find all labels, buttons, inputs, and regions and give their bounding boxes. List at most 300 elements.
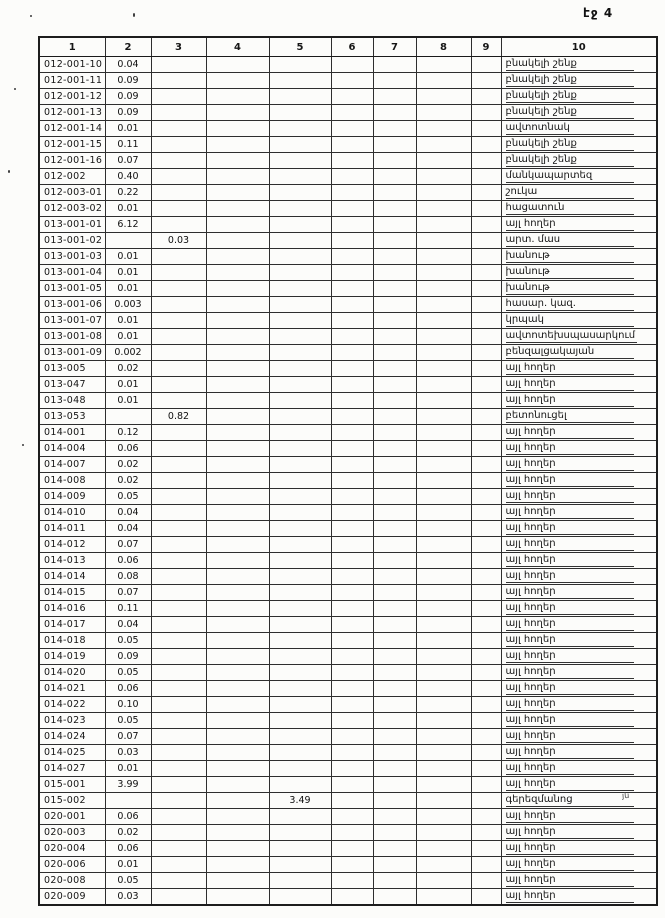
value-cell-col3: 0.82 <box>151 409 206 425</box>
table-row <box>39 441 657 457</box>
table-row <box>39 777 657 793</box>
land-use-label: այլ հողեր <box>506 442 635 455</box>
value-cell-col4 <box>206 649 269 665</box>
land-use-label: բնակելի շենք <box>506 154 635 167</box>
land-use-cell <box>501 889 657 906</box>
land-use-label: այլ հողեր <box>506 666 635 679</box>
value-cell-col9 <box>471 617 501 633</box>
land-use-cell <box>501 217 657 233</box>
table-row <box>39 409 657 425</box>
land-use-label: ավտոտնակ <box>506 122 635 135</box>
value-cell-col9 <box>471 873 501 889</box>
value-cell-col2: 3.99 <box>105 777 151 793</box>
value-cell-col3 <box>151 201 206 217</box>
value-cell-col9 <box>471 201 501 217</box>
value-cell-col4 <box>206 169 269 185</box>
value-cell-col8 <box>416 569 471 585</box>
land-use-label: այլ հողեր <box>506 890 635 903</box>
value-cell-col8 <box>416 473 471 489</box>
value-cell-col9 <box>471 393 501 409</box>
value-cell-col5 <box>269 665 331 681</box>
parcel-code-cell: 014-027 <box>39 761 105 777</box>
land-use-label: բնակելի շենք <box>506 74 635 87</box>
land-use-cell <box>501 521 657 537</box>
value-cell-col9 <box>471 185 501 201</box>
value-cell-col6 <box>331 553 373 569</box>
table-row <box>39 601 657 617</box>
parcel-code-cell: 012-001-16 <box>39 153 105 169</box>
parcel-code-cell: 012-003-01 <box>39 185 105 201</box>
value-cell-col6 <box>331 313 373 329</box>
parcel-code-cell: 014-021 <box>39 681 105 697</box>
table-row <box>39 89 657 105</box>
land-use-cell <box>501 825 657 841</box>
value-cell-col7 <box>373 617 416 633</box>
table-row <box>39 329 657 345</box>
value-cell-col3 <box>151 489 206 505</box>
value-cell-col2: 0.05 <box>105 665 151 681</box>
value-cell-col7 <box>373 265 416 281</box>
value-cell-col7 <box>373 521 416 537</box>
parcel-code-cell: 013-001-08 <box>39 329 105 345</box>
value-cell-col5 <box>269 505 331 521</box>
value-cell-col9 <box>471 153 501 169</box>
value-cell-col4 <box>206 201 269 217</box>
value-cell-col8 <box>416 505 471 521</box>
value-cell-col2: 0.05 <box>105 633 151 649</box>
value-cell-col7 <box>373 393 416 409</box>
parcel-code-cell: 013-001-06 <box>39 297 105 313</box>
land-use-cell <box>501 473 657 489</box>
value-cell-col9 <box>471 761 501 777</box>
value-cell-col6 <box>331 233 373 249</box>
value-cell-col6 <box>331 537 373 553</box>
parcel-code-cell: 014-018 <box>39 633 105 649</box>
value-cell-col8 <box>416 297 471 313</box>
value-cell-col7 <box>373 793 416 809</box>
table-row <box>39 649 657 665</box>
value-cell-col9 <box>471 217 501 233</box>
value-cell-col3 <box>151 553 206 569</box>
value-cell-col2: 0.01 <box>105 857 151 873</box>
parcel-code-cell: 013-001-01 <box>39 217 105 233</box>
value-cell-col6 <box>331 633 373 649</box>
value-cell-col3 <box>151 329 206 345</box>
value-cell-col3 <box>151 425 206 441</box>
value-cell-col9 <box>471 73 501 89</box>
land-use-cell <box>501 57 657 73</box>
value-cell-col2: 0.07 <box>105 537 151 553</box>
value-cell-col5 <box>269 537 331 553</box>
value-cell-col4 <box>206 313 269 329</box>
table-row <box>39 281 657 297</box>
value-cell-col7 <box>373 73 416 89</box>
land-use-label: այլ հողեր <box>506 746 635 759</box>
page-number-label: էջ 4 <box>583 6 614 20</box>
value-cell-col6 <box>331 489 373 505</box>
value-cell-col6 <box>331 409 373 425</box>
value-cell-col8 <box>416 537 471 553</box>
value-cell-col5 <box>269 873 331 889</box>
value-cell-col3 <box>151 521 206 537</box>
value-cell-col4 <box>206 873 269 889</box>
value-cell-col8 <box>416 889 471 906</box>
parcel-code-cell: 020-009 <box>39 889 105 906</box>
land-use-label: այլ հողեր <box>506 554 635 567</box>
column-header-5: 5 <box>269 37 331 57</box>
value-cell-col2: 0.09 <box>105 649 151 665</box>
value-cell-col4 <box>206 329 269 345</box>
value-cell-col5 <box>269 569 331 585</box>
value-cell-col5 <box>269 553 331 569</box>
value-cell-col9 <box>471 521 501 537</box>
land-use-cell <box>501 790 657 809</box>
table-row <box>39 425 657 441</box>
parcel-code-cell: 014-011 <box>39 521 105 537</box>
value-cell-col9 <box>471 473 501 489</box>
value-cell-col6 <box>331 265 373 281</box>
value-cell-col7 <box>373 649 416 665</box>
value-cell-col7 <box>373 425 416 441</box>
value-cell-col9 <box>471 857 501 873</box>
value-cell-col3 <box>151 649 206 665</box>
table-row <box>39 201 657 217</box>
value-cell-col5 <box>269 857 331 873</box>
land-use-label: այլ հողեր <box>506 426 635 439</box>
land-use-label: ավտոտեխսպասարկում <box>505 330 636 341</box>
table-header-row <box>39 37 657 57</box>
value-cell-col9 <box>471 361 501 377</box>
value-cell-col6 <box>331 585 373 601</box>
value-cell-col3 <box>151 185 206 201</box>
table-row <box>39 841 657 857</box>
value-cell-col8 <box>416 409 471 425</box>
land-use-label: այլ հողեր <box>506 874 635 887</box>
value-cell-col4 <box>206 553 269 569</box>
scan-speckle <box>133 13 135 17</box>
value-cell-col7 <box>373 409 416 425</box>
value-cell-col4 <box>206 521 269 537</box>
value-cell-col2: 0.22 <box>105 185 151 201</box>
value-cell-col7 <box>373 873 416 889</box>
value-cell-col3 <box>151 729 206 745</box>
value-cell-col6 <box>331 857 373 873</box>
scan-speckle <box>14 88 16 90</box>
land-use-cell <box>501 281 657 297</box>
value-cell-col3 <box>151 777 206 793</box>
land-use-label: այլ հողեր <box>506 714 635 727</box>
parcel-code-cell: 014-007 <box>39 457 105 473</box>
value-cell-col7 <box>373 153 416 169</box>
land-use-label: հացատուն <box>506 202 635 215</box>
parcel-code-cell: 014-009 <box>39 489 105 505</box>
value-cell-col4 <box>206 73 269 89</box>
parcel-code-cell: 014-001 <box>39 425 105 441</box>
value-cell-col3 <box>151 217 206 233</box>
parcel-code-cell: 014-019 <box>39 649 105 665</box>
value-cell-col7 <box>373 89 416 105</box>
value-cell-col8 <box>416 697 471 713</box>
value-cell-col2: 0.06 <box>105 809 151 825</box>
parcel-code-cell: 014-020 <box>39 665 105 681</box>
value-cell-col8 <box>416 601 471 617</box>
land-use-cell <box>501 121 657 137</box>
value-cell-col8 <box>416 729 471 745</box>
value-cell-col9 <box>471 457 501 473</box>
value-cell-col6 <box>331 425 373 441</box>
value-cell-col2: 0.03 <box>105 745 151 761</box>
value-cell-col4 <box>206 761 269 777</box>
value-cell-col5 <box>269 89 331 105</box>
value-cell-col5 <box>269 169 331 185</box>
value-cell-col2: 0.003 <box>105 297 151 313</box>
value-cell-col8 <box>416 793 471 809</box>
value-cell-col4 <box>206 105 269 121</box>
value-cell-col6 <box>331 137 373 153</box>
table-row <box>39 313 657 329</box>
land-use-cell <box>501 249 657 265</box>
value-cell-col7 <box>373 457 416 473</box>
value-cell-col9 <box>471 281 501 297</box>
value-cell-col3 <box>151 825 206 841</box>
value-cell-col9 <box>471 553 501 569</box>
value-cell-col6 <box>331 825 373 841</box>
value-cell-col2: 0.01 <box>105 329 151 345</box>
table-row <box>39 521 657 537</box>
value-cell-col9 <box>471 889 501 906</box>
value-cell-col6 <box>331 745 373 761</box>
value-cell-col3 <box>151 121 206 137</box>
value-cell-col9 <box>471 569 501 585</box>
land-use-cell <box>501 505 657 521</box>
land-use-label: բնակելի շենք <box>506 106 635 119</box>
land-use-cell <box>501 841 657 857</box>
land-use-label: բնակելի շենք <box>506 58 635 71</box>
value-cell-col2: 0.05 <box>105 873 151 889</box>
value-cell-col2: 0.01 <box>105 121 151 137</box>
parcel-code-cell: 013-001-09 <box>39 345 105 361</box>
value-cell-col4 <box>206 393 269 409</box>
land-use-label: արտ. մաս <box>506 234 635 247</box>
value-cell-col7 <box>373 825 416 841</box>
land-use-cell <box>501 601 657 617</box>
value-cell-col5 <box>269 329 331 345</box>
value-cell-col5 <box>269 681 331 697</box>
land-use-label: այլ հողեր <box>506 650 635 663</box>
value-cell-col4 <box>206 265 269 281</box>
value-cell-col5 <box>269 889 331 906</box>
value-cell-col9 <box>471 121 501 137</box>
value-cell-col5 <box>269 409 331 425</box>
value-cell-col5 <box>269 617 331 633</box>
value-cell-col2: 0.07 <box>105 153 151 169</box>
value-cell-col5 <box>269 201 331 217</box>
land-use-label: այլ հողեր <box>506 394 635 407</box>
land-use-cell <box>501 457 657 473</box>
value-cell-col8 <box>416 265 471 281</box>
land-use-label: այլ հողեր <box>506 730 635 743</box>
value-cell-col9 <box>471 377 501 393</box>
value-cell-col7 <box>373 297 416 313</box>
land-use-cell <box>501 345 657 361</box>
value-cell-col8 <box>416 425 471 441</box>
value-cell-col8 <box>416 249 471 265</box>
table-row <box>39 297 657 313</box>
land-use-label: այլ հողեր <box>506 506 635 519</box>
value-cell-col6 <box>331 297 373 313</box>
table-row <box>39 137 657 153</box>
land-use-cell <box>501 201 657 217</box>
value-cell-col2: 0.04 <box>105 57 151 73</box>
value-cell-col4 <box>206 425 269 441</box>
value-cell-col6 <box>331 249 373 265</box>
land-use-cell <box>501 313 657 329</box>
land-use-cell <box>501 761 657 777</box>
land-use-cell <box>501 745 657 761</box>
land-use-cell <box>501 137 657 153</box>
table-row <box>39 633 657 649</box>
value-cell-col4 <box>206 713 269 729</box>
value-cell-col4 <box>206 793 269 809</box>
value-cell-col7 <box>373 665 416 681</box>
value-cell-col3 <box>151 281 206 297</box>
value-cell-col2: 6.12 <box>105 217 151 233</box>
value-cell-col5 <box>269 137 331 153</box>
table-row <box>39 745 657 761</box>
land-use-label: այլ հողեր <box>506 826 635 839</box>
value-cell-col7 <box>373 313 416 329</box>
value-cell-col6 <box>331 185 373 201</box>
column-header-10: 10 <box>501 37 657 57</box>
value-cell-col9 <box>471 329 501 345</box>
value-cell-col2: 0.04 <box>105 521 151 537</box>
value-cell-col5 <box>269 521 331 537</box>
land-use-cell <box>501 553 657 569</box>
table-row <box>39 361 657 377</box>
value-cell-col3 <box>151 137 206 153</box>
value-cell-col2: 0.05 <box>105 489 151 505</box>
value-cell-col5 <box>269 713 331 729</box>
parcel-code-cell: 014-017 <box>39 617 105 633</box>
land-use-label: այլ հողեր <box>506 586 635 599</box>
land-use-cell <box>501 377 657 393</box>
table-row <box>39 729 657 745</box>
parcel-code-cell: 014-023 <box>39 713 105 729</box>
table-row <box>39 457 657 473</box>
value-cell-col8 <box>416 585 471 601</box>
value-cell-col6 <box>331 153 373 169</box>
value-cell-col7 <box>373 569 416 585</box>
land-use-cell <box>501 649 657 665</box>
land-use-cell <box>501 713 657 729</box>
value-cell-col8 <box>416 137 471 153</box>
table-row <box>39 697 657 713</box>
value-cell-col2 <box>105 409 151 425</box>
value-cell-col2: 0.01 <box>105 393 151 409</box>
parcel-code-cell: 020-004 <box>39 841 105 857</box>
value-cell-col4 <box>206 233 269 249</box>
value-cell-col2 <box>105 793 151 809</box>
value-cell-col5 <box>269 601 331 617</box>
table-row <box>39 105 657 121</box>
value-cell-col8 <box>416 185 471 201</box>
value-cell-col4 <box>206 745 269 761</box>
land-use-cell <box>501 697 657 713</box>
value-cell-col6 <box>331 457 373 473</box>
land-use-label: բետոնուցել <box>506 410 635 423</box>
value-cell-col6 <box>331 105 373 121</box>
value-cell-col9 <box>471 169 501 185</box>
value-cell-col2: 0.02 <box>105 457 151 473</box>
value-cell-col2: 0.02 <box>105 473 151 489</box>
value-cell-col9 <box>471 89 501 105</box>
value-cell-col3 <box>151 713 206 729</box>
value-cell-col6 <box>331 761 373 777</box>
land-use-cell <box>501 729 657 745</box>
value-cell-col9 <box>471 681 501 697</box>
value-cell-col4 <box>206 137 269 153</box>
value-cell-col2: 0.02 <box>105 361 151 377</box>
value-cell-col7 <box>373 697 416 713</box>
value-cell-col6 <box>331 505 373 521</box>
column-header-1: 1 <box>39 37 105 57</box>
value-cell-col3 <box>151 57 206 73</box>
parcel-code-cell: 013-048 <box>39 393 105 409</box>
value-cell-col8 <box>416 665 471 681</box>
value-cell-col2: 0.11 <box>105 601 151 617</box>
land-use-cell <box>501 617 657 633</box>
value-cell-col5 <box>269 489 331 505</box>
value-cell-col5 <box>269 633 331 649</box>
land-use-label: այլ հողեր <box>506 634 635 647</box>
value-cell-col8 <box>416 873 471 889</box>
parcel-code-cell: 014-014 <box>39 569 105 585</box>
land-use-label: այլ հողեր <box>506 762 635 775</box>
land-use-label: հասար. կազ. <box>506 298 635 311</box>
value-cell-col5 <box>269 121 331 137</box>
value-cell-col9 <box>471 345 501 361</box>
table-row <box>39 665 657 681</box>
land-use-label: այլ հողեր <box>506 458 635 471</box>
table-row <box>39 537 657 553</box>
land-use-cell <box>501 233 657 249</box>
value-cell-col3 <box>151 89 206 105</box>
land-use-label: խանութ <box>506 266 635 279</box>
value-cell-col8 <box>416 745 471 761</box>
value-cell-col9 <box>471 697 501 713</box>
value-cell-col9 <box>471 265 501 281</box>
land-use-label: այլ հողեր <box>506 810 635 823</box>
value-cell-col7 <box>373 889 416 906</box>
value-cell-col4 <box>206 473 269 489</box>
value-cell-col8 <box>416 441 471 457</box>
value-cell-col2: 0.02 <box>105 825 151 841</box>
land-use-cell <box>501 425 657 441</box>
value-cell-col5 <box>269 345 331 361</box>
value-cell-col3 <box>151 873 206 889</box>
value-cell-col9 <box>471 297 501 313</box>
value-cell-col9 <box>471 665 501 681</box>
scan-speckle <box>30 15 32 17</box>
column-header-2: 2 <box>105 37 151 57</box>
value-cell-col5 <box>269 377 331 393</box>
value-cell-col5 <box>269 249 331 265</box>
value-cell-col4 <box>206 153 269 169</box>
value-cell-col6 <box>331 521 373 537</box>
value-cell-col6 <box>331 649 373 665</box>
value-cell-col8 <box>416 489 471 505</box>
parcel-code-cell: 014-012 <box>39 537 105 553</box>
